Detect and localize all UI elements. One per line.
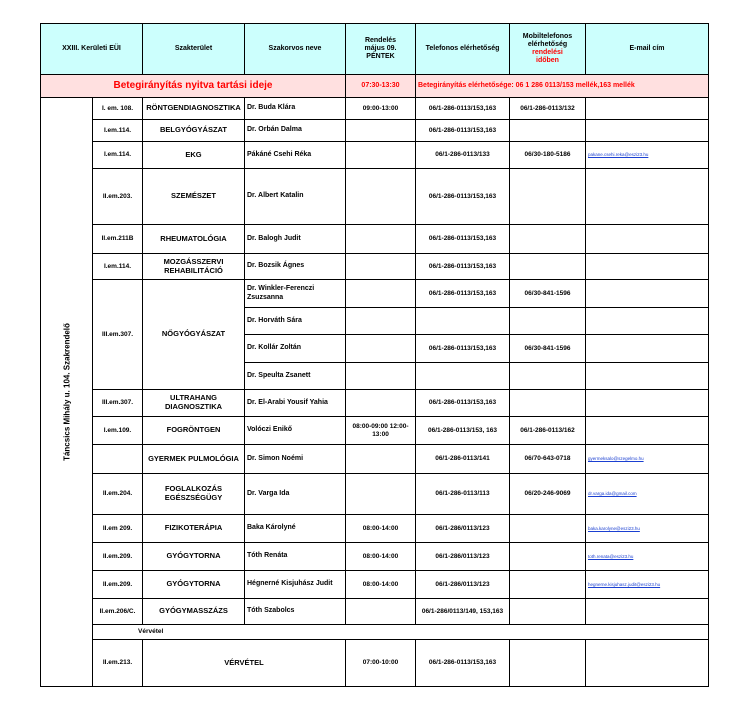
schedule-table: [40, 23, 709, 687]
room-cell: I. em. 108.: [93, 98, 143, 120]
mobile-cell: [510, 599, 586, 625]
phone-cell: 06/1-286/0113/149, 153,163: [416, 599, 510, 625]
specialty-cell: GYÓGYTORNA: [143, 571, 245, 599]
vervetel-label: Vérvétel: [93, 625, 709, 640]
phone-cell: 06/1-286-0113/153, 163: [416, 417, 510, 445]
room-cell: III.em.307.: [93, 280, 143, 390]
doctor-cell: Dr. El-Arabi Yousif Yahia: [245, 390, 346, 417]
header-office-hours-line: PÉNTEK: [366, 53, 395, 61]
mobile-cell: [510, 308, 586, 335]
phone-cell: 06/1-286-0113/133: [416, 142, 510, 169]
header-mobile-note: rendelési: [532, 49, 563, 56]
mobile-cell: [510, 390, 586, 417]
doctor-cell: Dr. Buda Klára: [245, 98, 346, 120]
routing-contact: Betegirányítás elérhetősége: 06 1 286 0113/153 mellék,163 mellék: [416, 75, 709, 98]
office-hours-cell: [346, 225, 416, 254]
mobile-cell: 06/1-286-0113/162: [510, 417, 586, 445]
mobile-cell: 06/20-246-9069: [510, 474, 586, 515]
office-hours-cell: [346, 254, 416, 280]
header-email: E-mail cím: [586, 24, 709, 75]
doctor-cell: Tóth Szabolcs: [245, 599, 346, 625]
table-row: [41, 98, 709, 120]
email-cell: [586, 254, 709, 280]
mobile-cell: [510, 254, 586, 280]
phone-cell: 06/1-286-0113/153,163: [416, 225, 510, 254]
phone-cell: 06/1-286-0113/153,163: [416, 98, 510, 120]
header-mobile-line: Mobiltelefonos: [522, 32, 573, 40]
header-specialty: Szakterület: [143, 24, 245, 75]
location-label: Táncsics Mihály u. 104. Szakrendelő: [61, 323, 71, 461]
room-cell: II.em.209.: [93, 543, 143, 571]
room-cell: II.em 209.: [93, 515, 143, 543]
mobile-cell: 06/30-841-1596: [510, 335, 586, 363]
phone-cell: [416, 363, 510, 390]
office-hours-cell: [346, 308, 416, 335]
doctor-cell: Dr. Simon Noémi: [245, 445, 346, 474]
table-row: [41, 599, 709, 625]
office-hours-cell: 08:00-14:00: [346, 571, 416, 599]
office-hours-cell: [346, 142, 416, 169]
office-hours-cell: 08:00-14:00: [346, 543, 416, 571]
specialty-cell: SZEMÉSZET: [143, 169, 245, 225]
table-row: [41, 254, 709, 280]
doctor-cell: Tóth Renáta: [245, 543, 346, 571]
room-cell: II.em.209.: [93, 571, 143, 599]
specialty-cell: GYERMEK PULMOLÓGIA: [143, 445, 245, 474]
phone-cell: 06/1-286-0113/153,163: [416, 254, 510, 280]
header-mobile-line: elérhetőség: [527, 40, 568, 48]
room-cell: I.em.109.: [93, 417, 143, 445]
room-cell: II.em.204.: [93, 474, 143, 515]
doctor-cell: Dr. Speulta Zsanett: [245, 363, 346, 390]
doctor-cell: Pákáné Csehi Réka: [245, 142, 346, 169]
phone-cell: [416, 308, 510, 335]
location-cell: [41, 98, 93, 687]
mobile-cell: 06/70-643-0718: [510, 445, 586, 474]
email-cell: [586, 417, 709, 445]
header-office-hours-line: május 09.: [364, 44, 397, 52]
email-cell[interactable]: dr.varga.ida@gmail.com: [586, 474, 709, 515]
doctor-cell: Dr. Winkler-Ferenczi Zsuzsanna: [245, 280, 346, 308]
doctor-cell: Dr. Albert Katalin: [245, 169, 346, 225]
doctor-cell: Dr. Varga Ida: [245, 474, 346, 515]
phone-cell: 06/1-286-0113/153,163: [416, 390, 510, 417]
table-row: [41, 571, 709, 599]
phone-cell: 06/1-286-0113/153,163: [416, 640, 510, 687]
mobile-cell: 06/30-841-1596: [510, 280, 586, 308]
header-institution: XXIII. Kerületi EÜI: [41, 24, 143, 75]
office-hours-cell: [346, 474, 416, 515]
phone-cell: 06/1-286-0113/153,163: [416, 280, 510, 308]
phone-cell: 06/1-286-0113/153,163: [416, 335, 510, 363]
specialty-cell: RÖNTGENDIAGNOSZTIKA: [143, 98, 245, 120]
room-cell: II.em.213.: [93, 640, 143, 687]
room-cell: I.em.114.: [93, 120, 143, 142]
specialty-cell: BELGYÓGYÁSZAT: [143, 120, 245, 142]
table-row: [41, 120, 709, 142]
specialty-cell: FOGRÖNTGEN: [143, 417, 245, 445]
table-row: [41, 515, 709, 543]
table-row: [41, 640, 709, 687]
specialty-cell: MOZGÁSSZERVI REHABILITÁCIÓ: [143, 254, 245, 280]
header-mobile-note: időben: [536, 57, 559, 65]
specialty-cell: GYÓGYMASSZÁZS: [143, 599, 245, 625]
patient-routing-row: [41, 75, 709, 98]
table-row: [41, 417, 709, 445]
mobile-cell: 06/1-286-0113/132: [510, 98, 586, 120]
room-cell: [93, 445, 143, 474]
table-row: [41, 280, 709, 308]
vervetel-label-row: [41, 625, 709, 640]
doctor-cell: Dr. Kollár Zoltán: [245, 335, 346, 363]
table-row: [41, 390, 709, 417]
specialty-cell: ULTRAHANG DIAGNOSZTIKA: [143, 390, 245, 417]
email-cell[interactable]: gyermeksalo@szegelmo.hu: [586, 445, 709, 474]
email-cell: [586, 335, 709, 363]
email-cell: [586, 169, 709, 225]
office-hours-cell: [346, 280, 416, 308]
table-row: [41, 169, 709, 225]
email-cell: [586, 308, 709, 335]
mobile-cell: 06/30-180-5186: [510, 142, 586, 169]
office-hours-cell: 07:00-10:00: [346, 640, 416, 687]
header-row: [41, 24, 709, 75]
room-cell: II.em.206/C.: [93, 599, 143, 625]
office-hours-cell: [346, 335, 416, 363]
doctor-cell: Hégnerné Kisjuhász Judit: [245, 571, 346, 599]
email-cell[interactable]: baka.karolyne@eszi23.hu: [586, 515, 709, 543]
email-cell[interactable]: toth.renata@eszi23.hu: [586, 543, 709, 571]
routing-label: Betegirányítás nyitva tartási ideje: [41, 75, 346, 98]
specialty-cell: FIZIKOTERÁPIA: [143, 515, 245, 543]
table-row: [41, 445, 709, 474]
phone-cell: 06/1-286-0113/141: [416, 445, 510, 474]
office-hours-cell: [346, 120, 416, 142]
office-hours-cell: 09:00-13:00: [346, 98, 416, 120]
header-doctor-name: Szakorvos neve: [245, 24, 346, 75]
email-cell: [586, 98, 709, 120]
specialty-cell: FOGLALKOZÁS EGÉSZSÉGÜGY: [143, 474, 245, 515]
doctor-cell: Dr. Orbán Dalma: [245, 120, 346, 142]
mobile-cell: [510, 120, 586, 142]
room-cell: III.em.307.: [93, 390, 143, 417]
phone-cell: 06/1-286/0113/123: [416, 571, 510, 599]
mobile-cell: [510, 571, 586, 599]
email-cell: [586, 363, 709, 390]
office-hours-cell: [346, 390, 416, 417]
table-row: [41, 142, 709, 169]
table-row: [41, 474, 709, 515]
phone-cell: 06/1-286/0113/123: [416, 543, 510, 571]
room-cell: I.em.114.: [93, 254, 143, 280]
email-cell: [586, 225, 709, 254]
email-cell: [586, 390, 709, 417]
room-cell: I.em.114.: [93, 142, 143, 169]
table-row: [41, 543, 709, 571]
office-hours-cell: 08:00-09:00 12:00-13:00: [346, 417, 416, 445]
email-cell: [586, 640, 709, 687]
phone-cell: 06/1-286-0113/113: [416, 474, 510, 515]
office-hours-cell: 08:00-14:00: [346, 515, 416, 543]
specialty-cell: RHEUMATOLÓGIA: [143, 225, 245, 254]
phone-cell: 06/1-286/0113/123: [416, 515, 510, 543]
doctor-cell: Volóczi Enikő: [245, 417, 346, 445]
specialty-cell: NŐGYÓGYÁSZAT: [143, 280, 245, 390]
doctor-cell: Dr. Horváth Sára: [245, 308, 346, 335]
phone-cell: 06/1-286-0113/153,163: [416, 120, 510, 142]
specialty-cell: VÉRVÉTEL: [143, 640, 346, 687]
phone-cell: 06/1-286-0113/153,163: [416, 169, 510, 225]
office-hours-cell: [346, 599, 416, 625]
email-cell: [586, 599, 709, 625]
mobile-cell: [510, 640, 586, 687]
office-hours-cell: [346, 445, 416, 474]
header-phone: Telefonos elérhetőség: [416, 24, 510, 75]
office-hours-cell: [346, 169, 416, 225]
header-office-hours-line: Rendelés: [364, 36, 397, 44]
email-cell[interactable]: hegnerne.kisjuhasz.judit@eszi23.hu: [586, 571, 709, 599]
doctor-cell: Dr. Balogh Judit: [245, 225, 346, 254]
doctor-cell: Baka Károlyné: [245, 515, 346, 543]
specialty-cell: GYÓGYTORNA: [143, 543, 245, 571]
office-hours-cell: [346, 363, 416, 390]
email-cell: [586, 120, 709, 142]
mobile-cell: [510, 225, 586, 254]
mobile-cell: [510, 363, 586, 390]
room-cell: II.em.203.: [93, 169, 143, 225]
mobile-cell: [510, 543, 586, 571]
mobile-cell: [510, 515, 586, 543]
specialty-cell: EKG: [143, 142, 245, 169]
doctor-cell: Dr. Bozsik Ágnes: [245, 254, 346, 280]
header-office-hours: [346, 24, 416, 75]
email-cell: [586, 280, 709, 308]
mobile-cell: [510, 169, 586, 225]
room-cell: II.em.211B: [93, 225, 143, 254]
table-row: [41, 225, 709, 254]
header-mobile: [510, 24, 586, 75]
routing-hours: 07:30-13:30: [346, 75, 416, 98]
email-cell[interactable]: pakane.csehi.reka@eszi23.hu: [586, 142, 709, 169]
